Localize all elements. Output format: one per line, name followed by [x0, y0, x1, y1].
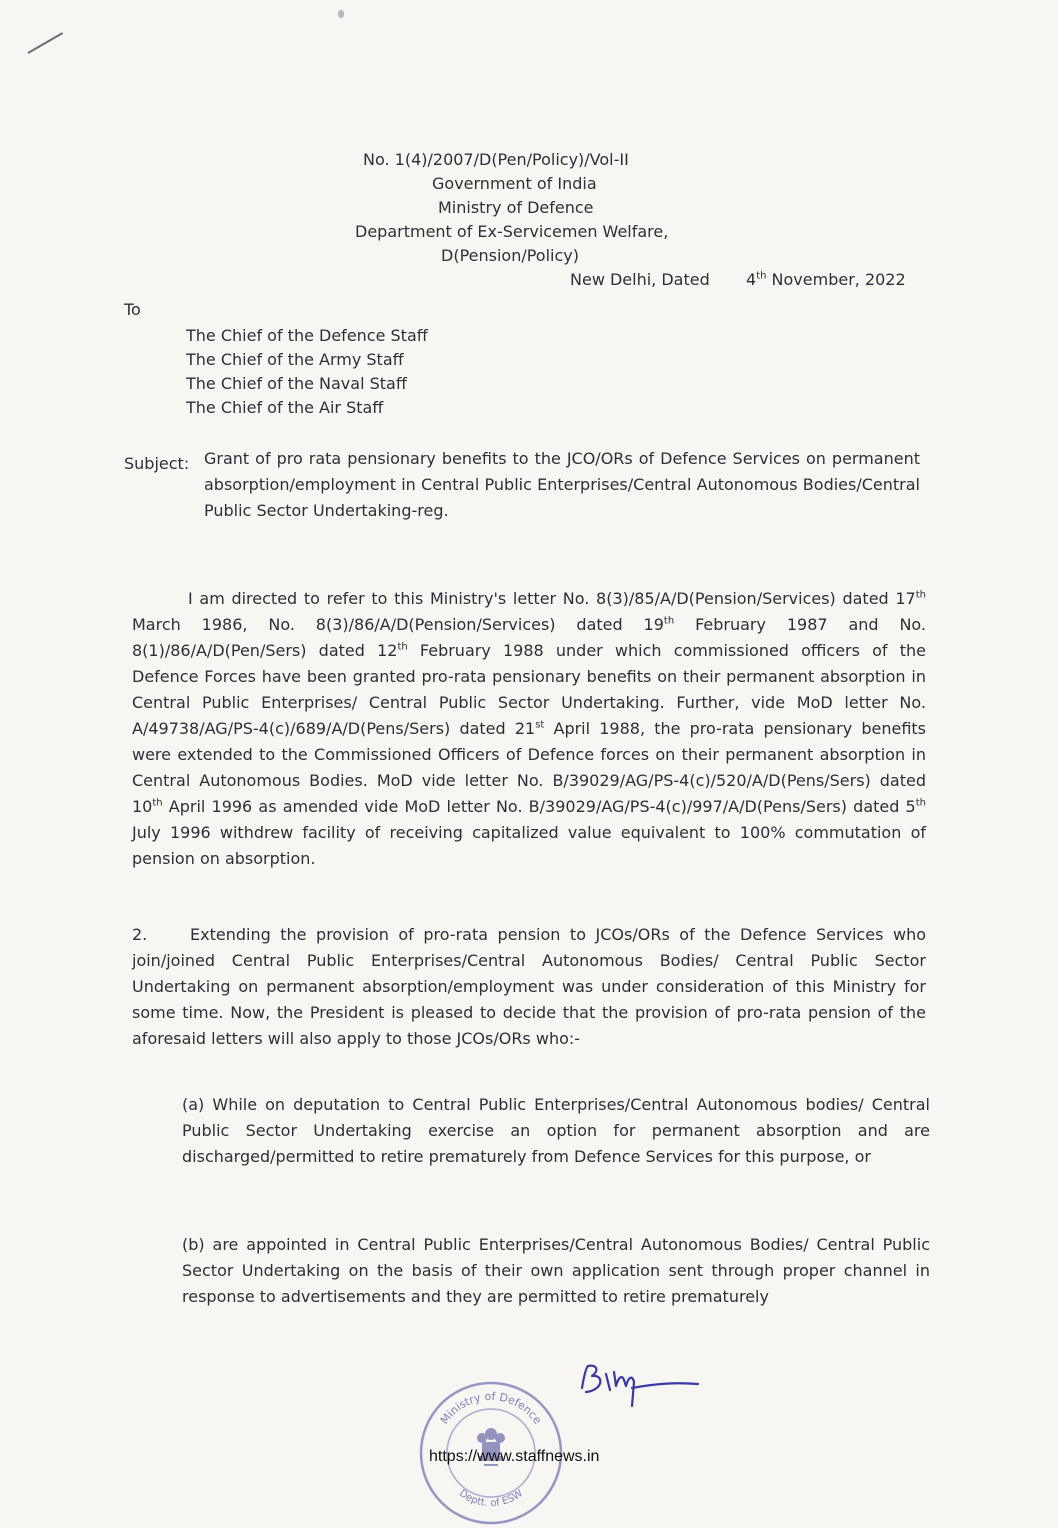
- recipient-navy: The Chief of the Naval Staff: [186, 374, 407, 393]
- scan-speck: [338, 10, 344, 18]
- paragraph-2-item-a: (a) While on deputation to Central Public Enterprises/Central Autonomous bodies/ Central Public Sector Undertaking exercise an option for permanent absorption and are discharged/permitted to retire prematurely from Defence Services for this purpose, or: [182, 1095, 930, 1166]
- government-line: Government of India: [432, 174, 597, 193]
- pen-mark: [28, 32, 64, 54]
- recipient-cds: The Chief of the Defence Staff: [186, 326, 428, 345]
- recipient-army: The Chief of the Army Staff: [186, 350, 404, 369]
- signature: [574, 1356, 704, 1416]
- paragraph-2-item-b: (b) are appointed in Central Public Enterprises/Central Autonomous Bodies/ Central Public Sector Undertaking on the basis of their own application sent through proper channel in response to advertisements and they are permitted to retire prematurely: [182, 1235, 930, 1306]
- svg-text:Deptt. of ESW: [457, 1488, 525, 1509]
- paragraph-1: I am directed to refer to this Ministry's letter No. 8(3)/85/A/D(Pension/Services) dated 17th March 1986, No. 8(3)/86/A/D(Pension/Services) dated 19th February 1987 and No. 8(1)/86/A/D(Pen/Sers) dated 12th February 1988 under which commissioned officers of the Defence Forces have been granted pro-rata pensionary benefits on their permanent absorption in Central Public Enterprises/ Central Public Sector Undertaking. Further, vide MoD letter No. A/49738/AG/PS-4(c)/689/A/D(Pens/Sers) dated 21st April 1988, the pro-rata pensionary benefits were extended to the Commissioned Officers of Defence forces on their permanent absorption in Central Autonomous Bodies. MoD vide letter No. B/39029/AG/PS-4(c)/520/A/D(Pens/Sers) dated 10th April 1996 as amended vide MoD letter No. B/39029/AG/PS-4(c)/997/A/D(Pens/Sers) dated 5th July 1996 withdrew facility of receiving capitalized value equivalent to 100% commutation of pension on absorption.: [132, 589, 927, 868]
- reference-number: No. 1(4)/2007/D(Pen/Policy)/Vol-II: [363, 150, 629, 169]
- paragraph-2: 2. Extending the provision of pro-rata pension to JCOs/ORs of the Defence Services who join/joined Central Public Enterprises/Central Autonomous Bodies/ Central Public Sector Undertaking on permanent absorption/employment was under consideration of this Ministry for some time. Now, the President is pleased to decide that the provision of pro-rata pension of the aforesaid letters will also apply to those JCOs/ORs who:-: [132, 922, 926, 1052]
- subject-label: Subject:: [124, 454, 190, 473]
- seal-bottom-text: Deptt. of ESW: [456, 1487, 526, 1510]
- ministry-line: Ministry of Defence: [438, 198, 594, 217]
- letter-date: 4th November, 2022: [746, 270, 906, 289]
- footer-url[interactable]: https://www.staffnews.in: [429, 1448, 600, 1465]
- subject-text: Grant of pro rata pensionary benefits to the JCO/ORs of Defence Services on permanent absorption/employment in Central Public Enterprises/Central Autonomous Bodies/Central Public Sector Undertaking-reg.: [204, 449, 920, 520]
- division-line: D(Pension/Policy): [441, 246, 579, 265]
- department-line: Department of Ex-Servicemen Welfare,: [355, 222, 669, 241]
- seal-top-text: Ministry of Defence: [437, 1389, 545, 1427]
- recipient-air: The Chief of the Air Staff: [186, 398, 384, 417]
- paragraph-2-number: 2.: [132, 925, 148, 944]
- place-dated: New Delhi, Dated: [570, 270, 710, 289]
- to-label: To: [124, 300, 141, 319]
